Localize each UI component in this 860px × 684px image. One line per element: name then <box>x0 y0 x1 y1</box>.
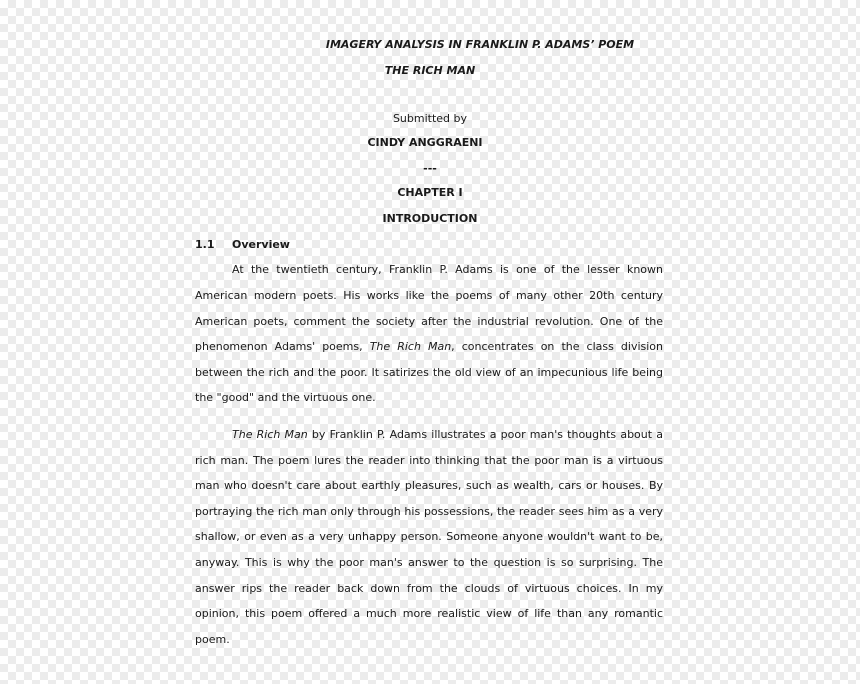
p2-line-7: answer rips the reader back down from the clouds of virtuous choices. In my <box>195 582 663 595</box>
p1-line-3: American poets, comment the society after the industrial revolution. One of the <box>195 315 663 328</box>
p2-line-2: rich man. The poem lures the reader into thinking that the poor man is a virtuous <box>195 454 663 467</box>
poem-title-italic-2: The Rich Man <box>232 428 308 441</box>
title-line-2: THE RICH MAN <box>384 64 476 77</box>
p2-line-6: anyway. This is why the poor man's answer to the question is so surprising. The <box>195 556 663 569</box>
p2-line-3: man who doesn't care about earthly pleasures, such as wealth, cars or houses. By <box>195 479 663 492</box>
poem-title-italic: The Rich Man <box>369 340 452 353</box>
p2-line-1-end: by Franklin P. Adams illustrates a poor man's thoughts about a <box>307 428 663 441</box>
title-line-1: IMAGERY ANALYSIS IN FRANKLIN P. ADAMS’ POEM <box>325 38 635 51</box>
p1-line-2: American modern poets. His works like the poems of many other 20th century <box>195 289 663 302</box>
p2-line-9: poem. <box>195 633 230 646</box>
submitted-by-label: Submitted by <box>392 112 468 125</box>
p1-line-4-start: phenomenon Adams' poems, <box>195 340 370 353</box>
p1-line-4-end: , concentrates on the class division <box>451 340 663 353</box>
author-name: CINDY ANGGRAENI <box>367 136 483 149</box>
chapter-label: CHAPTER I <box>397 186 463 199</box>
separator: --- <box>423 162 437 175</box>
p2-line-8: opinion, this poem offered a much more realistic view of life than any romantic <box>195 607 663 620</box>
chapter-title: INTRODUCTION <box>382 212 478 225</box>
p1-line-5: between the rich and the poor. It satirizes the old view of an impecunious life being <box>195 366 663 379</box>
p1-line-1: At the twentieth century, Franklin P. Adams is one of the lesser known <box>232 263 663 276</box>
section-title: Overview <box>232 238 290 251</box>
p2-line-5: shallow, or even as a very unhappy person. Someone anyone wouldn't want to be, <box>195 530 663 543</box>
section-number: 1.1 <box>195 238 215 251</box>
p1-line-4 <box>195 340 663 354</box>
p2-line-1 <box>232 428 663 442</box>
p2-line-4: portraying the rich man only through his possessions, the reader sees him as a very <box>195 505 663 518</box>
p1-line-6: the "good" and the virtuous one. <box>195 391 376 404</box>
section-heading <box>195 238 290 252</box>
